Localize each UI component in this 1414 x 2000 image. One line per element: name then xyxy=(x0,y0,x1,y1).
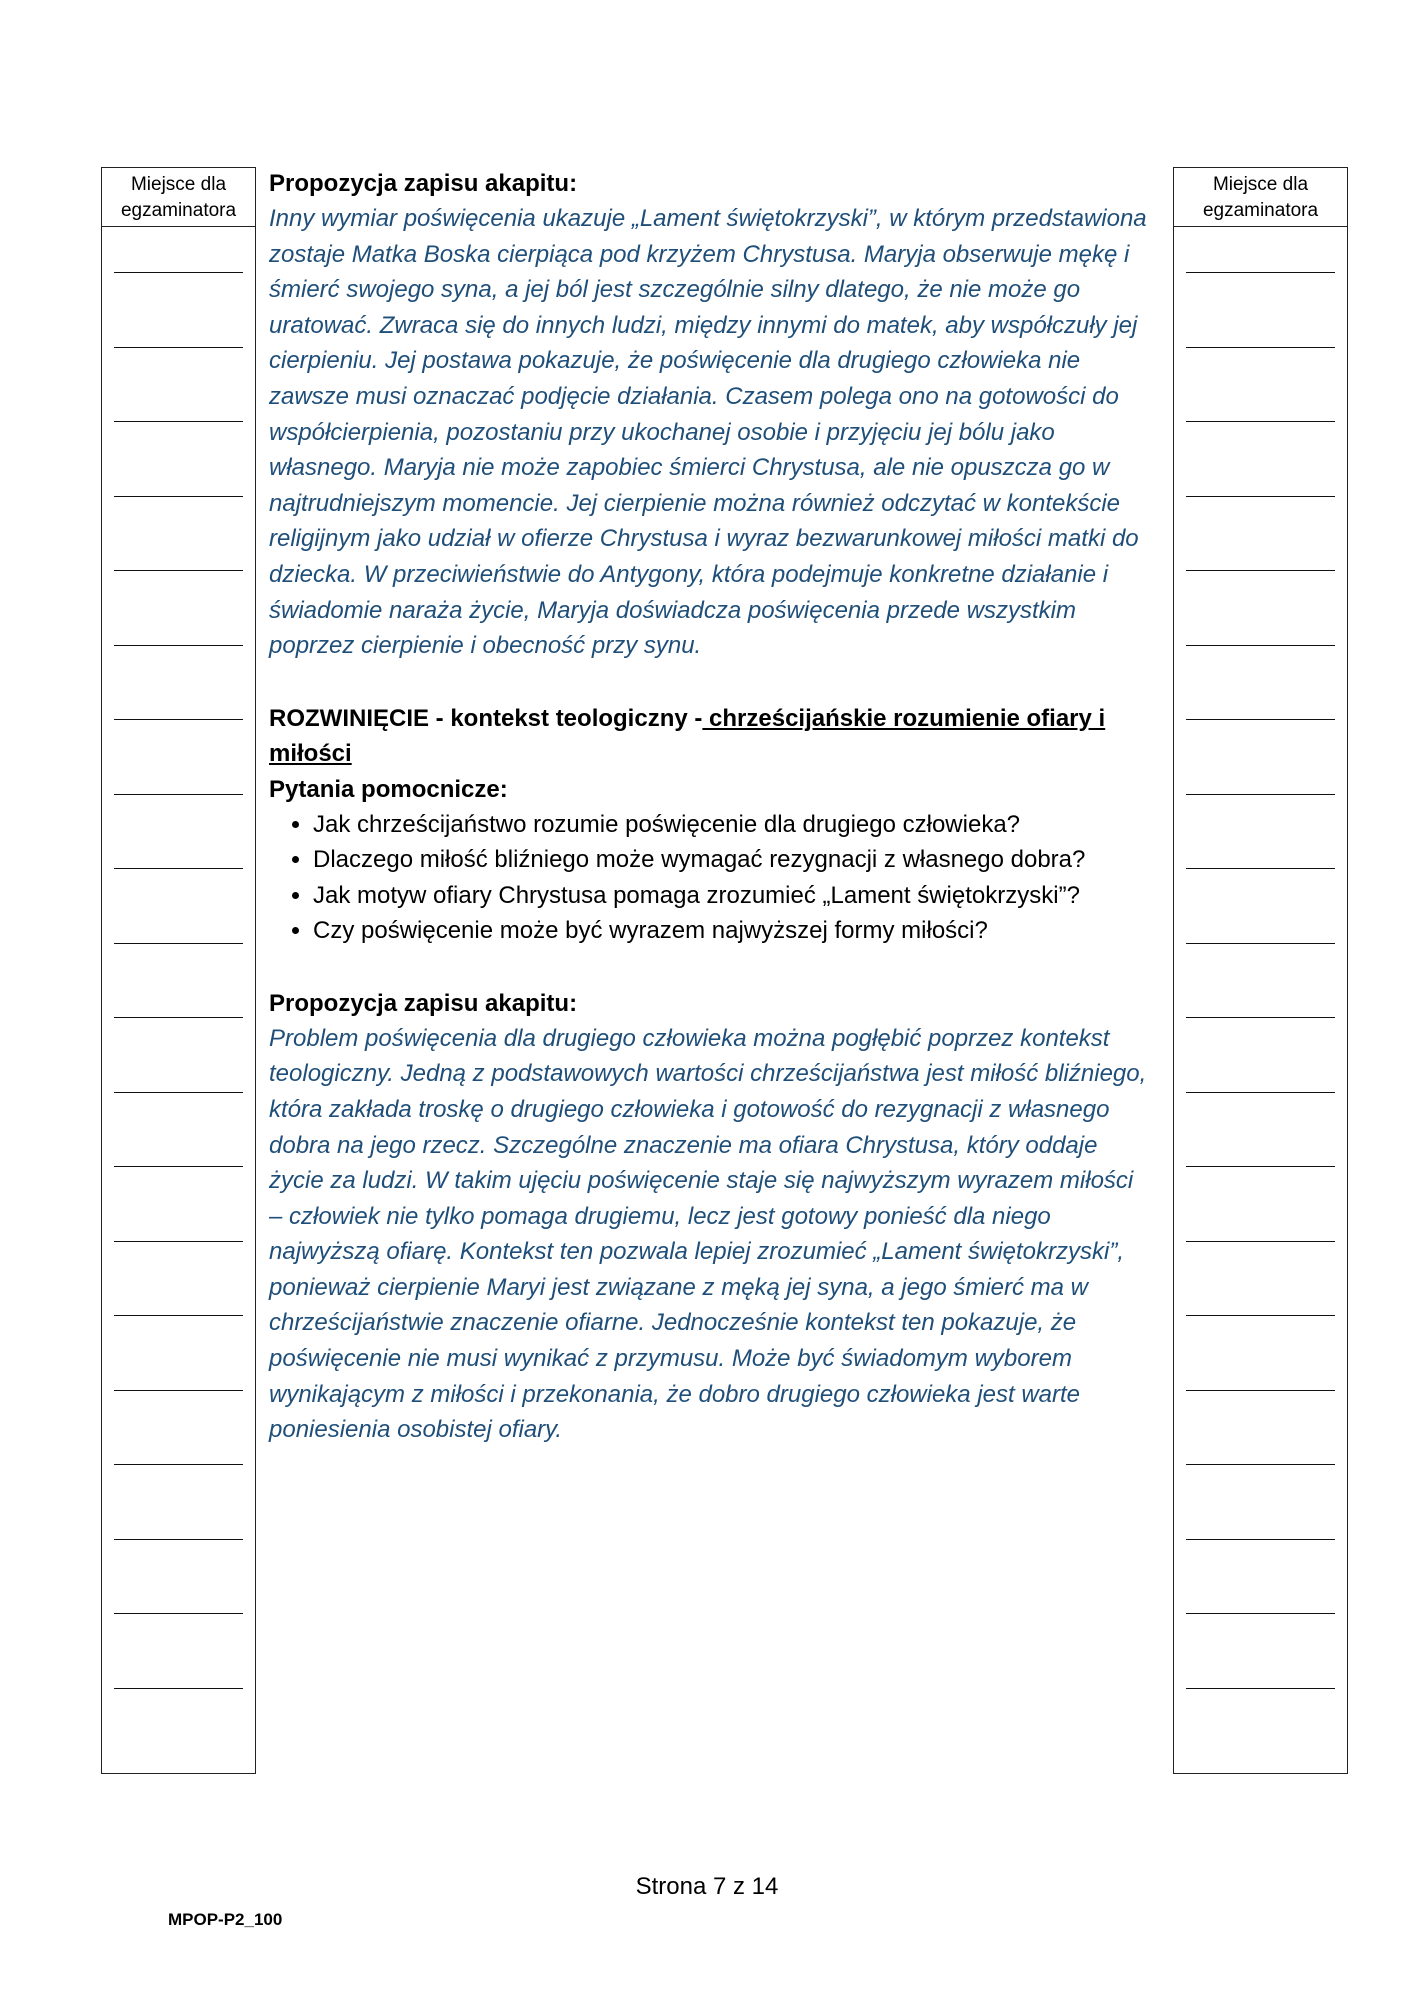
page-number: Strona 7 z 14 xyxy=(635,1873,779,1900)
score-line[interactable] xyxy=(1186,794,1335,795)
score-line[interactable] xyxy=(114,1464,243,1465)
score-line[interactable] xyxy=(1186,943,1335,944)
score-line[interactable] xyxy=(114,1688,243,1689)
examiner-column-header: Miejsce dla egzaminatora xyxy=(1174,168,1347,227)
question-item: • Czy poświęcenie może być wyrazem najwyższej formy miłości? xyxy=(313,913,1149,949)
questions-list xyxy=(269,807,1149,949)
score-line[interactable] xyxy=(1186,1315,1335,1316)
score-line[interactable] xyxy=(114,794,243,795)
score-line[interactable] xyxy=(114,1613,243,1614)
score-line[interactable] xyxy=(1186,1464,1335,1465)
score-line[interactable] xyxy=(1186,1092,1335,1093)
score-line[interactable] xyxy=(114,943,243,944)
score-line[interactable] xyxy=(114,347,243,348)
score-line[interactable] xyxy=(1186,421,1335,422)
score-line[interactable] xyxy=(114,868,243,869)
question-item: • Jak chrześcijaństwo rozumie poświęcenie dla drugiego człowieka? xyxy=(313,807,1149,843)
score-line[interactable] xyxy=(1186,1166,1335,1167)
score-line[interactable] xyxy=(1186,1241,1335,1242)
block2-heading: Propozycja zapisu akapitu: xyxy=(269,989,578,1017)
score-line[interactable] xyxy=(1186,272,1335,273)
score-line[interactable] xyxy=(1186,645,1335,646)
score-line[interactable] xyxy=(1186,570,1335,571)
score-line[interactable] xyxy=(114,1166,243,1167)
score-line[interactable] xyxy=(1186,1688,1335,1689)
block1-text: Inny wymiar poświęcenia ukazuje „Lament świętokrzyski”, w którym przedstawiona zostaje Matka Boska cierpiąca pod krzyżem Chrystusa. Maryja obserwuje mękę i śmierć swojego syna, a jej ból jest szczególnie silny dlatego, że nie może go uratować. Zwraca się do innych ludzi, między innymi do matek, aby współczuły jej cierpieniu. Jej postawa pokazuje, że poświęcenie dla drugiego człowieka nie zawsze musi oznaczać podjęcie działania. Czasem polega ono na gotowości do współcierpienia, pozostaniu przy ukochanej osobie i przyjęciu jej bólu jako własnego. Maryja nie może zapobiec śmierci Chrystusa, ale nie opuszcza go w najtrudniejszym momencie. Jej cierpienie można również odczytać w kontekście religijnym jako udział w ofierze Chrystusa i wyraz bezwarunkowej miłości matki do dziecka. W przeciwieństwie do Antygony, która podejmuje konkretne działanie i świadomie naraża życie, Maryja doświadcza poświęcenia przede wszystkim poprzez cierpienie i obecność przy synu. xyxy=(269,205,1147,660)
block2-text: Problem poświęcenia dla drugiego człowieka można pogłębić poprzez kontekst teologiczny. Jedną z podstawowych wartości chrześcijaństwa jest miłość bliźniego, która zakłada troskę o drugiego człowieka i gotowość do rezygnacji z własnego dobra na jego rzecz. Szczególne znaczenie ma ofiara Chrystusa, który oddaje życie za ludzi. W takim ujęciu poświęcenie staje się najwyższym wyrazem miłości – człowiek nie tylko pomaga drugiemu, lecz jest gotowy ponieść dla niego najwyższą ofiarę. Kontekst ten pozwala lepiej zrozumieć „Lament świętokrzyski”, ponieważ cierpienie Maryi jest związane z męką jej syna, a jego śmierć ma w chrześcijaństwie znaczenie ofiarne. Jednocześnie kontekst ten pokazuje, że poświęcenie nie musi wynikać z przymusu. Może być świadomym wyborem wynikającym z miłości i przekonania, że dobro drugiego człowieka jest warte poniesienia osobistej ofiary. xyxy=(269,1024,1147,1444)
score-line[interactable] xyxy=(114,1315,243,1316)
section-underlined: chrześcijańskie rozumienie ofiary i miłości xyxy=(269,704,1106,768)
exam-code: MPOP-P2_100 xyxy=(168,1910,283,1929)
section-heading xyxy=(269,701,1149,772)
score-line[interactable] xyxy=(114,421,243,422)
score-line[interactable] xyxy=(114,1017,243,1018)
block1-heading: Propozycja zapisu akapitu: xyxy=(269,170,578,197)
section-prefix: ROZWINIĘCIE - kontekst teologiczny - xyxy=(269,704,703,732)
answer-content xyxy=(269,166,1149,1448)
score-line[interactable] xyxy=(1186,1613,1335,1614)
score-line[interactable] xyxy=(114,1539,243,1540)
score-line[interactable] xyxy=(1186,1539,1335,1540)
score-line[interactable] xyxy=(114,645,243,646)
examiner-column-header: Miejsce dla egzaminatora xyxy=(102,168,255,227)
score-line[interactable] xyxy=(114,719,243,720)
questions-heading: Pytania pomocnicze: xyxy=(269,775,508,803)
score-line[interactable] xyxy=(114,1390,243,1391)
score-line[interactable] xyxy=(1186,1017,1335,1018)
score-line[interactable] xyxy=(114,272,243,273)
score-line[interactable] xyxy=(1186,347,1335,348)
score-line[interactable] xyxy=(1186,719,1335,720)
score-line[interactable] xyxy=(114,496,243,497)
score-line[interactable] xyxy=(114,1092,243,1093)
examiner-column-right xyxy=(1173,167,1348,1774)
question-item: • Jak motyw ofiary Chrystusa pomaga zrozumieć „Lament świętokrzyski”? xyxy=(313,878,1149,914)
score-line[interactable] xyxy=(1186,496,1335,497)
question-item: • Dlaczego miłość bliźniego może wymagać rezygnacji z własnego dobra? xyxy=(313,842,1149,878)
score-line[interactable] xyxy=(114,570,243,571)
score-line[interactable] xyxy=(1186,868,1335,869)
score-line[interactable] xyxy=(1186,1390,1335,1391)
score-line[interactable] xyxy=(114,1241,243,1242)
examiner-column-left xyxy=(101,167,256,1774)
